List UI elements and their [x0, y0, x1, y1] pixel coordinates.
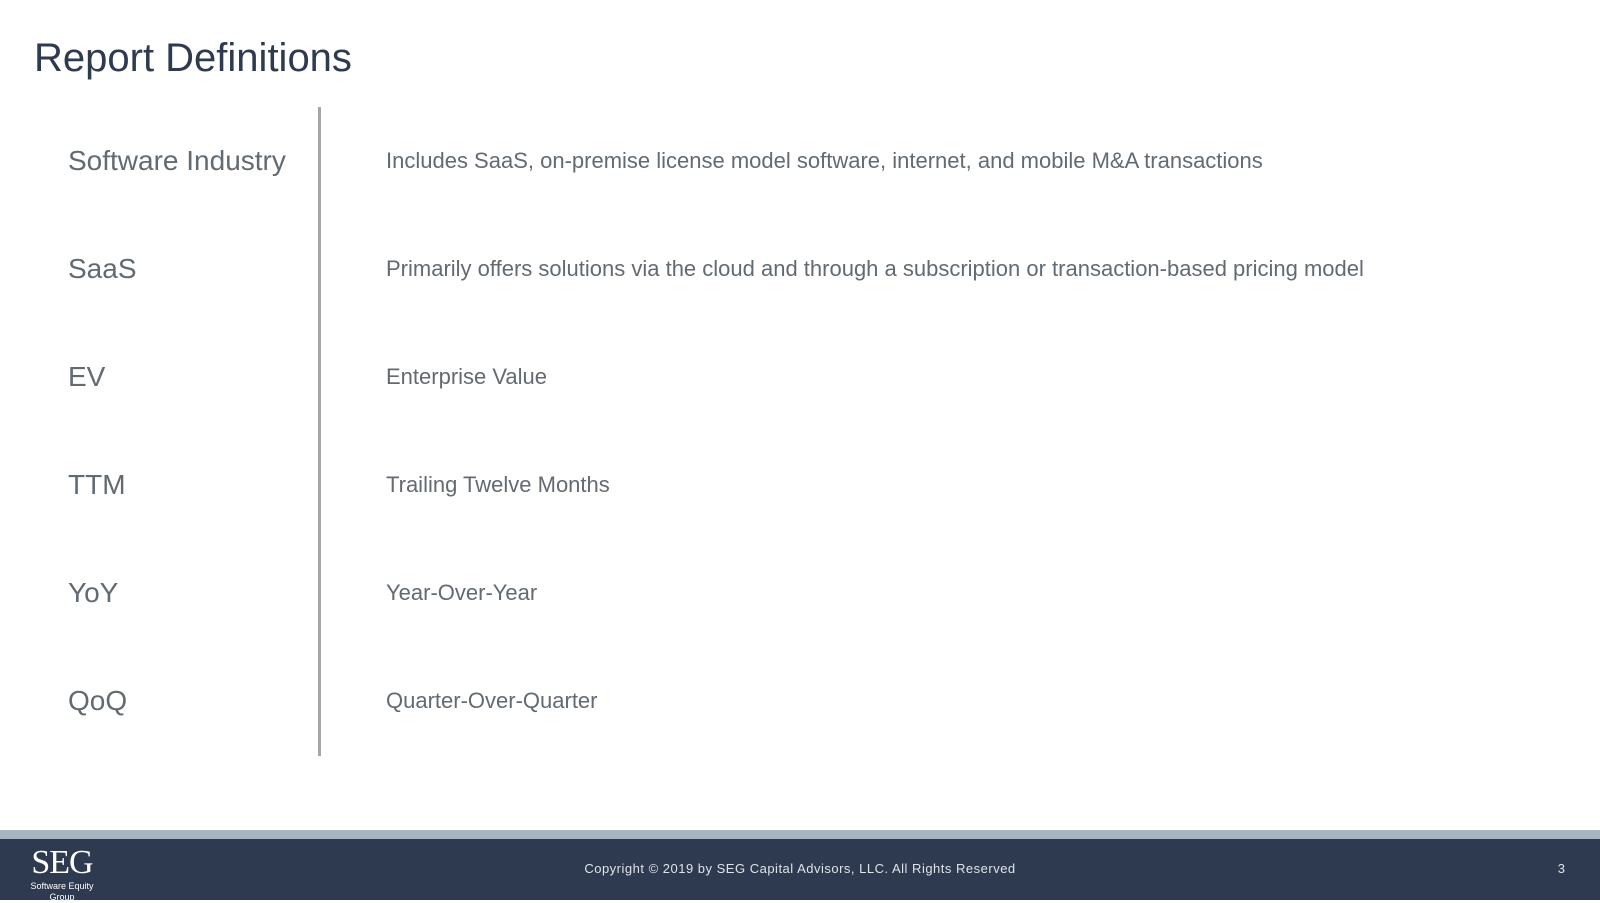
term-qoq: QoQ [68, 685, 128, 716]
term-ev: EV [68, 361, 106, 392]
definition-qoq: Quarter-Over-Quarter [386, 688, 598, 713]
term-ttm: TTM [68, 469, 126, 500]
term-software-industry: Software Industry [68, 145, 286, 176]
footer-stripe [0, 830, 1600, 839]
logo-main-text: SEG [31, 844, 93, 881]
copyright-text: Copyright © 2019 by SEG Capital Advisors, LLC. All Rights Reserved [584, 861, 1016, 876]
definition-ttm: Trailing Twelve Months [386, 472, 610, 497]
term-saas: SaaS [68, 253, 137, 284]
definition-yoy: Year-Over-Year [386, 580, 538, 605]
vertical-divider [318, 107, 321, 756]
logo-sub-text: Software Equity Group [30, 881, 94, 902]
term-yoy: YoY [68, 577, 119, 608]
definition-software-industry: Includes SaaS, on-premise license model software, internet, and mobile M&A transactions [386, 148, 1263, 173]
footer-bar [0, 839, 1600, 900]
page-title: Report Definitions [34, 36, 352, 80]
page-number: 3 [1557, 861, 1565, 876]
definition-saas: Primarily offers solutions via the cloud and through a subscription or transaction-based pricing model [386, 256, 1364, 281]
definition-ev: Enterprise Value [386, 364, 548, 389]
